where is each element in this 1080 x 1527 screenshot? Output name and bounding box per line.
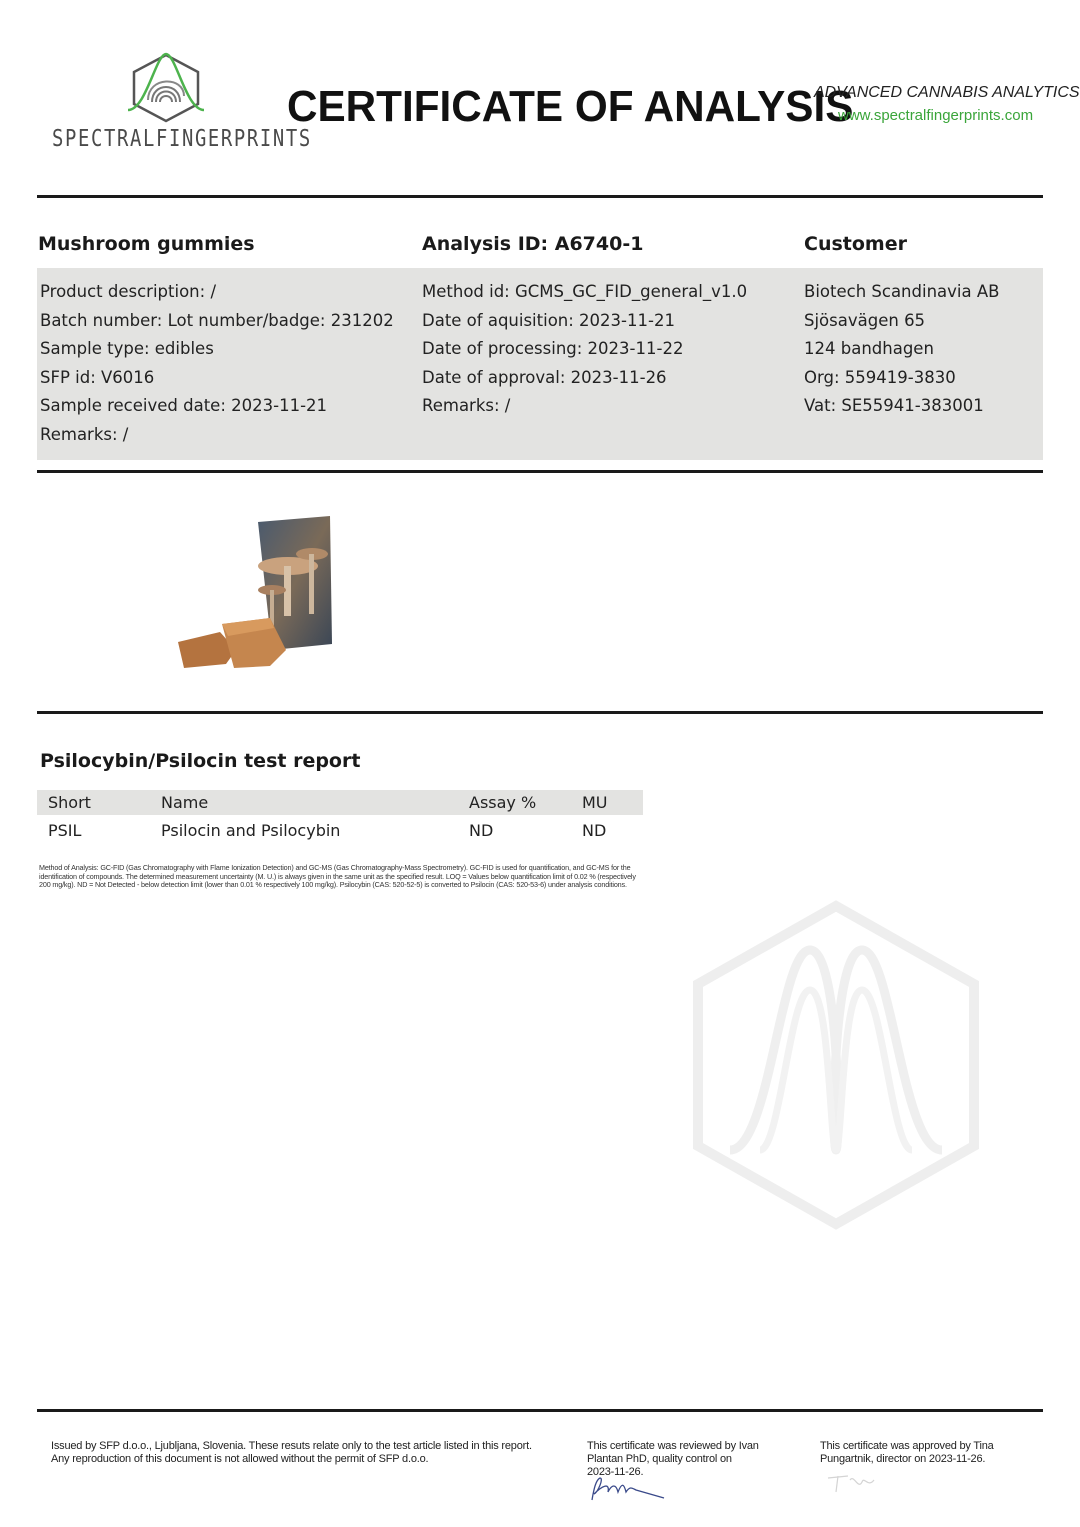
- sample-received-date: Sample received date: 2023-11-21: [40, 396, 328, 416]
- product-description: Product description: /: [40, 282, 216, 301]
- review-line-3: 2023-11-26.: [587, 1466, 644, 1478]
- sfp-id: SFP id: V6016: [40, 367, 155, 387]
- column-header-assay: Assay %: [469, 790, 582, 815]
- review-line-1: This certificate was reviewed by Ivan: [587, 1440, 759, 1452]
- batch-number: Batch number: Lot number/badge: 231202: [40, 310, 394, 330]
- method-details-column: [422, 278, 747, 421]
- company-logo: [52, 52, 312, 162]
- company-website-link[interactable]: www.spectralfingerprints.com: [838, 107, 1034, 124]
- issuer-line-1: Issued by SFP d.o.o., Ljubljana, Slovenia. These resuts relate only to the test article listed in this report.: [51, 1440, 532, 1452]
- cell-mu: ND: [582, 820, 607, 840]
- product-photo: [176, 514, 336, 674]
- sample-type: Sample type: edibles: [40, 339, 214, 359]
- review-line-2: Plantan PhD, quality control on: [587, 1453, 732, 1465]
- report-title: Psilocybin/Psilocin test report: [40, 750, 361, 772]
- column-header-name: Name: [161, 790, 469, 815]
- table-row: [37, 815, 643, 845]
- approver-signature: [824, 1470, 880, 1496]
- sample-details-column: [40, 278, 394, 450]
- cell-short: PSIL: [48, 820, 82, 840]
- method-id: Method id: GCMS_GC_FID_general_v1.0: [422, 282, 748, 301]
- issuer-line-2: Any reproduction of this document is not allowed without the permit of SFP d.o.o.: [51, 1453, 429, 1465]
- customer-vat-number: Vat: SE55941-383001: [804, 396, 984, 416]
- date-of-processing: Date of processing: 2023-11-22: [422, 339, 684, 359]
- watermark-logo: [690, 900, 982, 1230]
- header-divider: [37, 195, 1043, 198]
- cell-name: Psilocin and Psilocybin: [161, 820, 341, 840]
- customer-name: Biotech Scandinavia AB: [804, 282, 1000, 301]
- date-of-approval: Date of approval: 2023-11-26: [422, 367, 667, 387]
- approval-line-2: Pungartnik, director on 2023-11-26.: [820, 1453, 986, 1465]
- approval-line-1: This certificate was approved by Tina: [820, 1440, 994, 1452]
- column-header-mu: MU: [582, 790, 643, 815]
- table-header-row: [37, 790, 643, 815]
- issuer-statement: [51, 1440, 551, 1466]
- customer-street: Sjösavägen 65: [804, 310, 926, 330]
- approval-statement: [820, 1440, 1020, 1466]
- sample-remarks: Remarks: /: [40, 424, 129, 444]
- date-of-acquisition: Date of aquisition: 2023-11-21: [422, 310, 675, 330]
- document-title: CERTIFICATE OF ANALYSIS: [287, 82, 854, 131]
- image-divider: [37, 711, 1043, 714]
- results-table: [37, 790, 643, 845]
- method-fineprint: Method of Analysis: GC-FID (Gas Chromatography with Flame Ionization Detection) and GC-MS (Gas Chromatography-Mass Spectrometry). GC-FID is used for quantification, and GC-MS for the identification of compounds. The determined measurement uncertainty (M. U.) is always given in the same unit as the specified result. LOQ = Values below quantification limit of 0.02 % (respectively 200 mg/kg). ND = Not Detected - below detection limit (lower than 0.01 % respectively 100 mg/kg). Psilocybin (CAS: 520-52-5) is converted to Psilocin (CAS: 520-53-6) under analysis conditions.: [39, 863, 636, 889]
- fingerprint-hexagon-icon: [126, 52, 206, 124]
- reviewer-signature: [588, 1474, 668, 1504]
- product-name: Mushroom gummies: [38, 233, 255, 255]
- company-tagline: ADVANCED CANNABIS ANALYTICS: [814, 84, 1080, 101]
- analysis-id: Analysis ID: A6740-1: [422, 233, 644, 255]
- column-header-short: Short: [37, 790, 161, 815]
- method-remarks: Remarks: /: [422, 396, 511, 416]
- logo-wordmark: SPECTRALFINGERPRINTS: [52, 126, 312, 152]
- footer-divider: [37, 1409, 1043, 1412]
- customer-details-column: [804, 278, 999, 421]
- customer-org-number: Org: 559419-3830: [804, 367, 956, 387]
- customer-heading: Customer: [804, 233, 907, 255]
- cell-assay: ND: [469, 820, 494, 840]
- info-divider: [37, 470, 1043, 473]
- customer-city: 124 bandhagen: [804, 339, 934, 359]
